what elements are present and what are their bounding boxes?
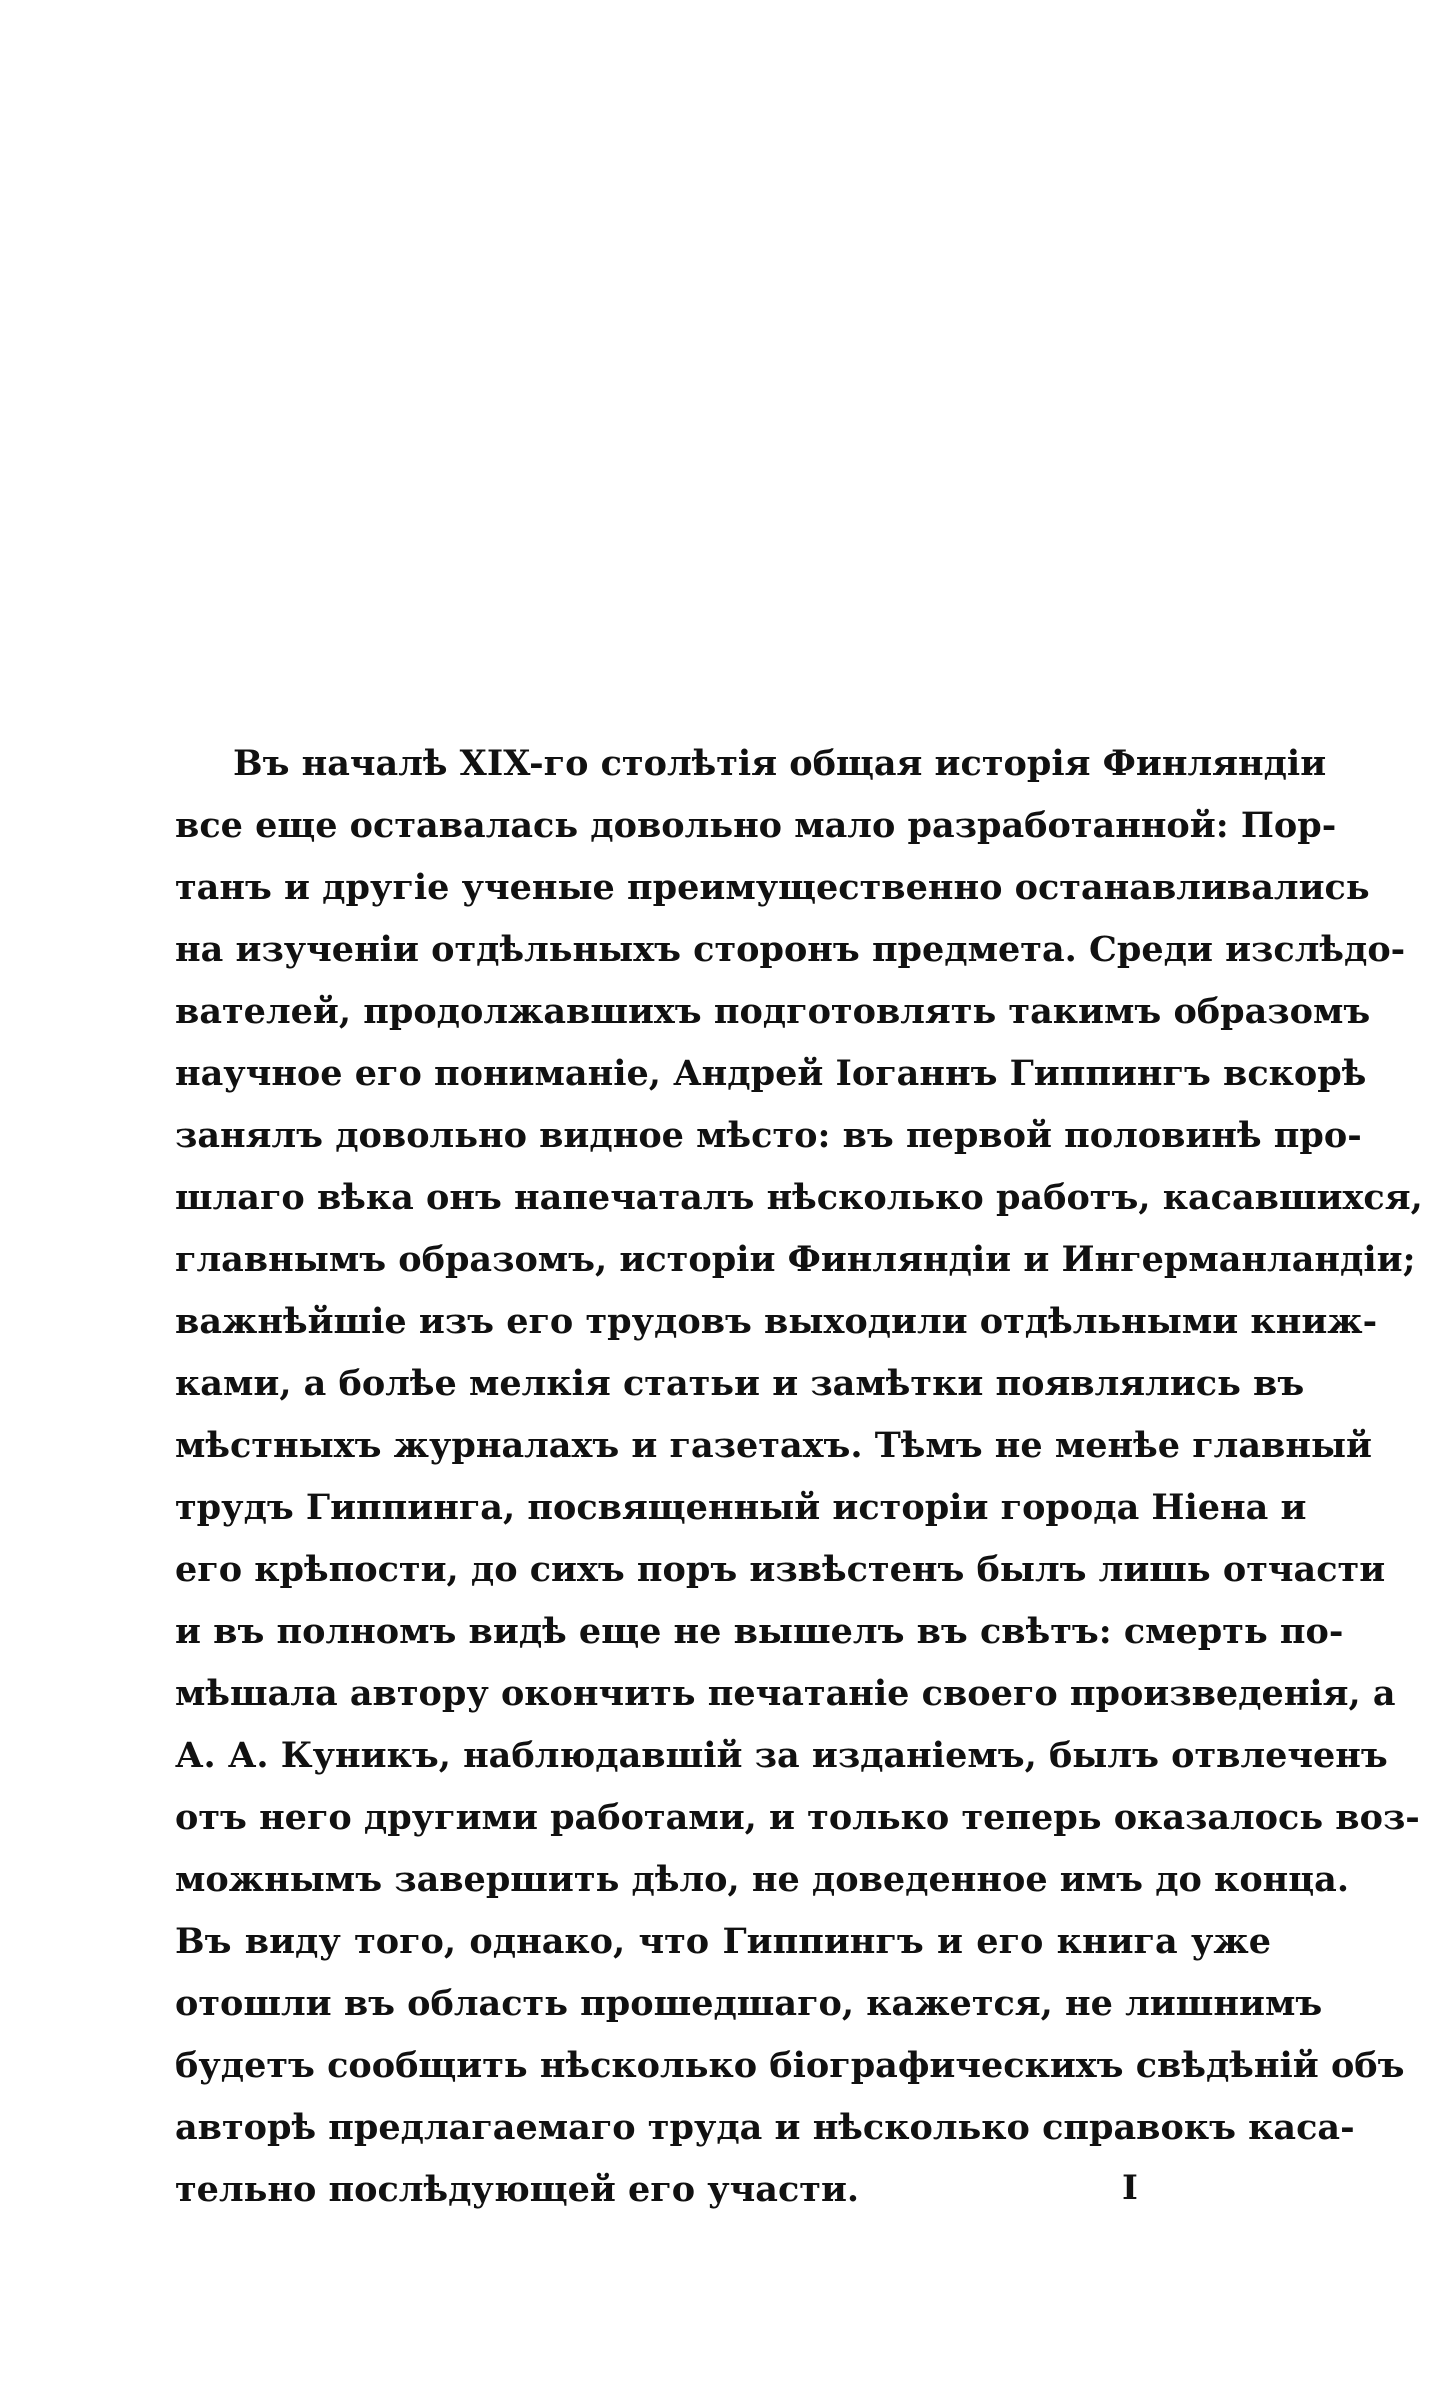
paragraph-line: мѣшала автору окончить печатаніе своего произведенія, а (175, 1673, 1396, 1714)
paragraph-line: А. А. Куникъ, наблюдавшій за изданіемъ, былъ отвлеченъ (175, 1735, 1388, 1776)
paragraph-line: можнымъ завершить дѣло, не доведенное имъ до конца. (175, 1859, 1350, 1900)
paragraph-line: ками, а болѣе мелкія статьи и замѣтки появлялись въ (175, 1363, 1305, 1404)
paragraph-line: отошли въ область прошедшаго, кажется, не лишнимъ (175, 1983, 1323, 2024)
paragraph-line: важнѣйшіе изъ его трудовъ выходили отдѣльными книж- (175, 1301, 1378, 1342)
body-paragraph (175, 733, 1423, 2221)
paragraph-line: мѣстныхъ журналахъ и газетахъ. Тѣмъ не менѣе главный (175, 1425, 1373, 1466)
paragraph-line: Въ виду того, однако, что Гиппингъ и его книга уже (175, 1921, 1271, 1962)
paragraph-line: вателей, продолжавшихъ подготовлять такимъ образомъ (175, 991, 1371, 1032)
paragraph-line: шлаго вѣка онъ напечаталъ нѣсколько работъ, касавшихся, (175, 1177, 1423, 1218)
paragraph-line: Въ началѣ XIX-го столѣтія общая исторія Финляндіи (233, 743, 1327, 784)
paragraph-line: все еще оставалась довольно мало разработанной: Пор- (175, 805, 1337, 846)
paragraph-line: трудъ Гиппинга, посвященный исторіи города Ніена и (175, 1487, 1307, 1528)
signature-mark: I (1122, 2168, 1138, 2208)
paragraph-line: будетъ сообщить нѣсколько біографическихъ свѣдѣній объ (175, 2045, 1405, 2086)
paragraph-line: научное его пониманіе, Андрей Іоганнъ Гиппингъ вскорѣ (175, 1053, 1367, 1094)
paragraph-line: танъ и другіе ученые преимущественно останавливались (175, 867, 1370, 908)
paragraph-line: его крѣпости, до сихъ поръ извѣстенъ былъ лишь отчасти (175, 1549, 1386, 1590)
paragraph-line: авторѣ предлагаемаго труда и нѣсколько справокъ каса- (175, 2107, 1355, 2148)
paragraph-line: тельно послѣдующей его участи. (175, 2169, 860, 2210)
paragraph-line: отъ него другими работами, и только теперь оказалось воз- (175, 1797, 1420, 1838)
paragraph-line: занялъ довольно видное мѣсто: въ первой половинѣ про- (175, 1115, 1362, 1156)
paragraph-line: главнымъ образомъ, исторіи Финляндіи и Ингерманландіи; (175, 1239, 1416, 1280)
paragraph-line: на изученіи отдѣльныхъ сторонъ предмета. Среди изслѣдо- (175, 929, 1406, 970)
paragraph-line: и въ полномъ видѣ еще не вышелъ въ свѣтъ: смерть по- (175, 1611, 1344, 1652)
